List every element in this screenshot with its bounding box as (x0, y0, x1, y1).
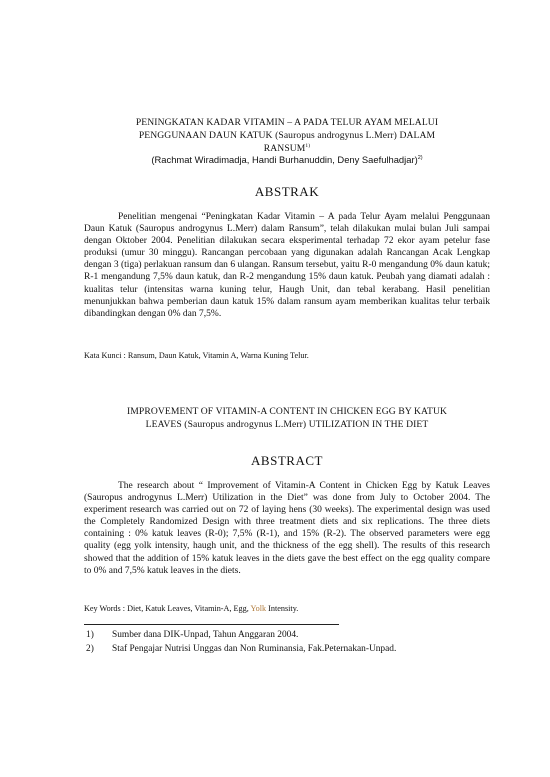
title-footnote-marker: 1) (305, 143, 311, 149)
indonesian-title-line-3-text: RANSUM (263, 143, 306, 154)
key-words-yolk: Yolk (250, 604, 267, 613)
key-words-values: Diet, Katuk Leaves, Vitamin-A, Egg, (127, 604, 249, 613)
kata-kunci-label: Kata Kunci : (84, 351, 126, 360)
abstract-paragraph: The research about “ Improvement of Vitamin-A Content in Chicken Egg by Katuk Leaves (Sauropus androgynus L.Merr) Utilization in the Diet” was done from July to October 2004. The experiment research was carried out on 72 of laying hens (30 weeks). The experimental design was used the Completely Randomized Design with three treatment diets and six replications. The three diets containing : 0% katuk leaves (R-0); 7,5% (R-1), and 15% (R-2). The observed parameters were egg quality (egg yolk intensity, haugh unit, and the thickness of the egg shell). The results of this research showed that the addition of 15% katuk leaves in the diets gave the best effect on the egg quality compare to 0% and 7,5% katuk leaves in the diets. (84, 481, 490, 576)
footnote-1-text: Sumber dana DIK-Unpad, Tahun Anggaran 2004. (112, 630, 299, 640)
indonesian-title-line-1: PENINGKATAN KADAR VITAMIN – A PADA TELUR AYAM MELALUI (135, 117, 439, 128)
footnote-1 (84, 629, 504, 641)
abstrak-heading: ABSTRAK (254, 184, 320, 199)
kata-kunci-values: Ransum, Daun Katuk, Vitamin A, Warna Kuning Telur. (127, 351, 309, 360)
authors-footnote-marker: 2) (417, 155, 423, 161)
footnote-2-text: Staf Pengajar Nutrisi Unggas dan Non Ruminansia, Fak.Peternakan-Unpad. (112, 644, 397, 654)
abstrak-body (84, 211, 490, 320)
authors-text: (Rachmat Wiradimadja, Handi Burhanuddin, Deny Saefulhadjar) (151, 154, 418, 165)
footnote-2-number: 2) (86, 644, 94, 654)
key-words-label: Key Words : (84, 604, 126, 613)
indonesian-title (84, 116, 490, 155)
footnote-divider (84, 624, 339, 625)
authors-line (84, 154, 490, 166)
kata-kunci (84, 350, 490, 361)
english-title-line-2: LEAVES (Sauropus androgynus L.Merr) UTILIZATION IN THE DIET (145, 419, 429, 430)
footnote-1-number: 1) (86, 630, 94, 640)
indonesian-title-line-2: PENGGUNAAN DAUN KATUK (Sauropus androgynus L.Merr) DALAM (138, 130, 436, 141)
key-words (84, 603, 490, 614)
key-words-end: Intensity. (268, 604, 299, 613)
abstract-body (84, 480, 490, 577)
english-title (84, 405, 490, 431)
footnote-2 (84, 643, 504, 655)
english-title-line-1: IMPROVEMENT OF VITAMIN-A CONTENT IN CHICKEN EGG BY KATUK (127, 406, 447, 417)
abstrak-paragraph: Penelitian mengenai “Peningkatan Kadar Vitamin – A pada Telur Ayam melalui Penggunaan Daun Katuk (Sauropus androgynus L.Merr) dalam Ransum”, telah dilakukan mulai bulan Juli sampai dengan Oktober 2004. Penelitian dilakukan secara eksperimental terhadap 72 ekor ayam petelur fase produksi (umur 30 minggu). Rancangan percobaan yang digunakan adalah Rancangan Acak Lengkap dengan 3 (tiga) perlakuan ransum dan 6 ulangan. Ransum tersebut, yaitu R-0 mengandung 0% daun katuk; R-1 mengandung 7,5% daun katuk, dan R-2 mengandung 15% daun katuk. Peubah yang diamati adalah : kualitas telur (intensitas warna kuning telur, Haugh Unit, dan tebal kerabang. Hasil penelitian menunjukkan bahwa pemberian daun katuk 15% dalam ransum ayam memberikan kualitas telur terbaik dibandingkan dengan 0% dan 7,5%. (84, 212, 490, 319)
abstract-heading: ABSTRACT (251, 453, 323, 468)
